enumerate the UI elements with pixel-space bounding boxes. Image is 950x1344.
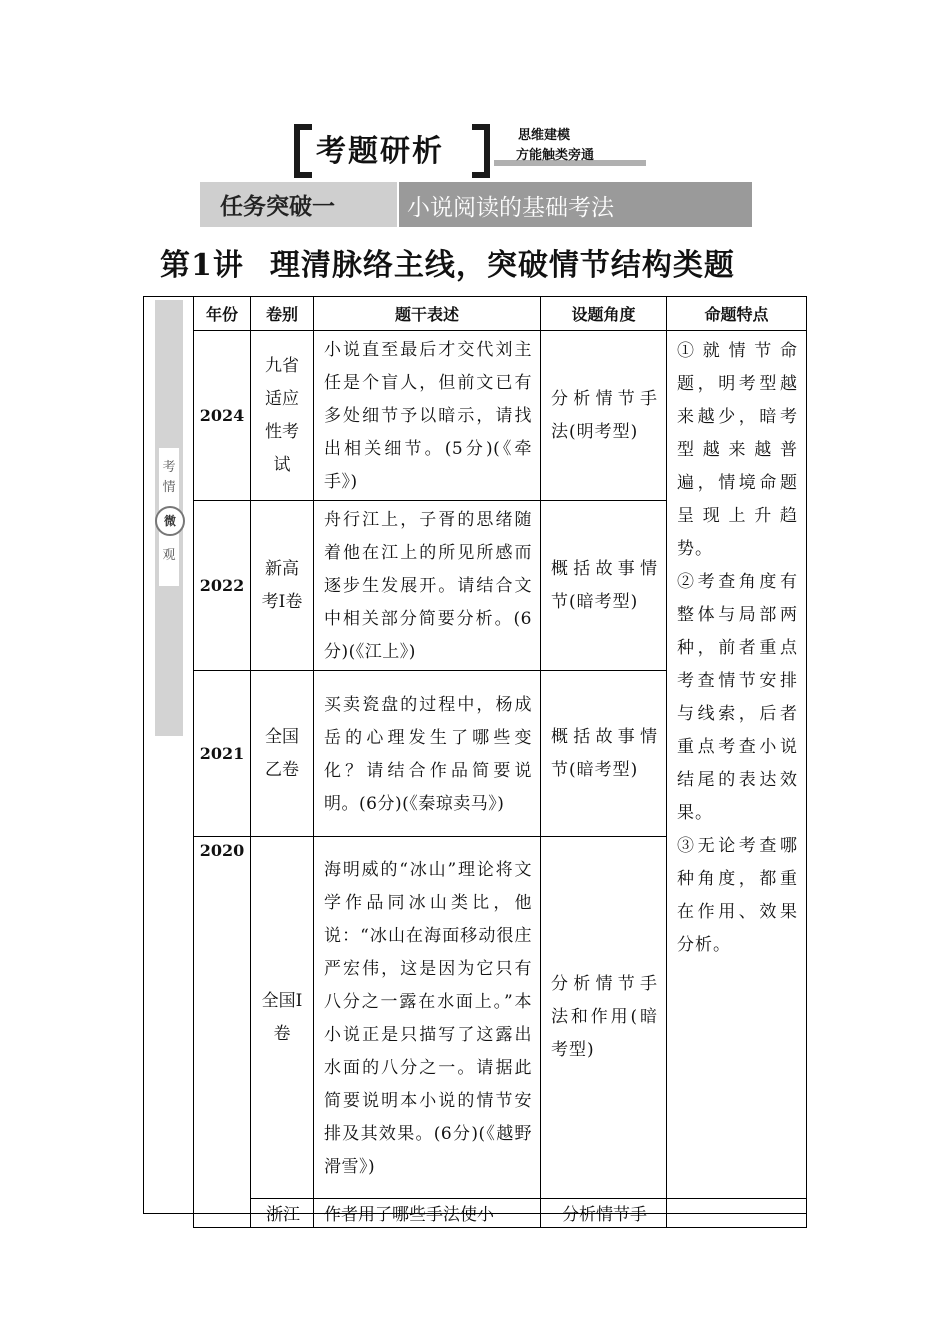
task-topic-box — [397, 182, 752, 227]
side-label-char: 考 — [162, 460, 176, 475]
right-bracket-decoration — [472, 124, 490, 178]
table-outer-border — [143, 296, 144, 1214]
exam-analysis-table — [193, 296, 807, 1228]
exam-cell: 全国乙卷 — [251, 671, 314, 837]
table-header-row — [194, 297, 807, 331]
lecture-number: 第1讲 — [160, 248, 244, 283]
header-features: 命题特点 — [667, 297, 807, 331]
lecture-heading: 理清脉络主线，突破情节结构类题 — [269, 248, 735, 283]
side-label-circle: 微 — [155, 506, 185, 536]
lecture-title — [160, 240, 735, 284]
banner-title: 考题研析 — [316, 134, 444, 169]
feature-item: ③无论考查哪种角度，都重在作用、效果分析。 — [677, 836, 798, 955]
side-label-box — [159, 448, 179, 586]
table-outer-border — [143, 296, 193, 297]
task-bar — [200, 182, 750, 227]
angle-cell: 分析情节手法和作用(暗考型) — [541, 837, 667, 1199]
stem-cell: 作者用了哪些手法使小 — [314, 1199, 541, 1228]
banner-subtitle-1: 思维建模 — [518, 128, 571, 143]
table-outer-border — [143, 1213, 806, 1214]
exam-cell: 浙江 — [251, 1199, 314, 1228]
table-row — [194, 331, 807, 501]
angle-cell: 概括故事情节(暗考型) — [541, 671, 667, 837]
feature-item: ①就情节命题，明考型越来越少，暗考型越来越普遍，情境命题呈现上升趋势。 — [677, 341, 798, 559]
exam-cell: 新高考Ⅰ卷 — [251, 501, 314, 671]
stem-cell: 小说直至最后才交代刘主任是个盲人，但前文已有多处细节予以暗示，请找出相关细节。(5分)(《牵手》) — [314, 331, 541, 501]
section-banner — [294, 120, 656, 174]
feature-item: ②考查角度有整体与局部两种，前者重点考查情节安排与线索，后者重点考查小说结尾的表达效果。 — [677, 572, 798, 823]
header-year: 年份 — [194, 297, 251, 331]
exam-cell: 九省适应性考试 — [251, 331, 314, 501]
year-cell: 2020 — [194, 837, 251, 1228]
header-angle: 设题角度 — [541, 297, 667, 331]
features-cell — [667, 331, 807, 1199]
side-label-char: 情 — [162, 480, 176, 495]
side-label-char: 观 — [162, 548, 176, 563]
angle-cell: 分析情节手 — [541, 1199, 667, 1228]
exam-cell: 全国Ⅰ卷 — [251, 837, 314, 1199]
side-label — [155, 300, 183, 736]
year-cell: 2021 — [194, 671, 251, 837]
year-cell: 2024 — [194, 331, 251, 501]
stem-cell: 买卖瓷盘的过程中，杨成岳的心理发生了哪些变化？请结合作品简要说明。(6分)(《秦琼卖马》) — [314, 671, 541, 837]
header-exam: 卷别 — [251, 297, 314, 331]
task-topic: 小说阅读的基础考法 — [407, 195, 614, 221]
angle-cell: 概括故事情节(暗考型) — [541, 501, 667, 671]
header-stem: 题干表述 — [314, 297, 541, 331]
angle-cell: 分析情节手法(明考型) — [541, 331, 667, 501]
left-bracket-decoration — [294, 124, 312, 178]
year-cell: 2022 — [194, 501, 251, 671]
banner-subtitle-2: 方能触类旁通 — [516, 148, 595, 163]
stem-cell: 海明威的“冰山”理论将文学作品同冰山类比，他说：“冰山在海面移动很庄严宏伟，这是因为它只有八分之一露在水面上。”本小说正是只描写了这露出水面的八分之一。请据此简要说明本小说的情节安排及其效果。(6分)(《越野滑雪》) — [314, 837, 541, 1199]
stem-cell: 舟行江上，子胥的思绪随着他在江上的所见所感而逐步生发展开。请结合文中相关部分简要分析。(6分)(《江上》) — [314, 501, 541, 671]
task-label: 任务突破一 — [220, 194, 335, 220]
